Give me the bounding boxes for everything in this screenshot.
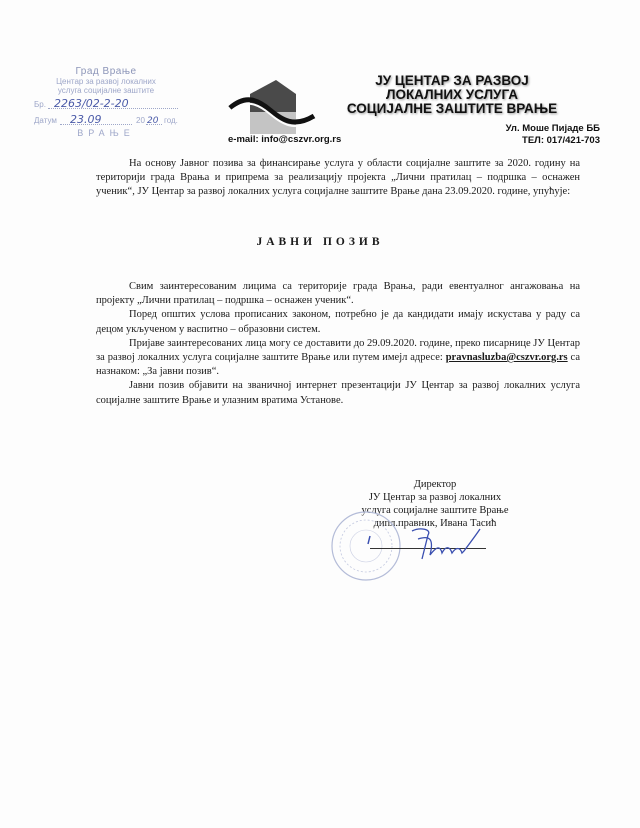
body-section: [96, 280, 580, 408]
letterhead-title-line2: ЛОКАЛНИХ УСЛУГА: [385, 87, 519, 102]
signature-org-line1: ЈУ Центар за развој локалних: [368, 492, 502, 503]
letterhead-address: Ул. Моше Пијаде ББ: [505, 123, 600, 134]
stamp-date-row: [26, 111, 186, 127]
stamp-date-value: 23.09: [70, 113, 102, 126]
registration-stamp: [26, 66, 186, 138]
stamp-city: Град Врање: [75, 66, 137, 77]
body-paragraph-3: [96, 337, 580, 380]
stamp-year-prefix: 20: [136, 116, 145, 125]
stamp-number-row: [26, 95, 186, 111]
letterhead-title-line1: ЈУ ЦЕНТАР ЗА РАЗВОЈ: [375, 73, 529, 88]
body-paragraph-2: Поред општих услова прописаних законом, потребно је да кандидати имају искустава у раду са децом укљученом у васпитно – образовни систем.: [96, 309, 580, 335]
body-paragraph-1: Свим заинтересованим лицима са територије града Врања, ради евентуалног ангажовања на пројекту „Лични пратилац – подршка – оснажен ученик“.: [96, 281, 580, 307]
intro-paragraph: [96, 157, 580, 200]
letterhead-title-line3: СОЦИЈАЛНЕ ЗАШТИТЕ ВРАЊЕ: [346, 101, 558, 116]
body-paragraph-4: Јавни позив објавити на званичној интернет презентацији ЈУ Центар за развој локалних услуга социјалне заштите Врање и улазним вратима Установе.: [96, 380, 580, 406]
application-email-link[interactable]: pravnasluzba@cszvr.org.rs: [445, 352, 568, 364]
official-seal-icon: [330, 510, 402, 582]
document-title: ЈАВНИ ПОЗИВ: [256, 236, 384, 248]
stamp-year-suffix: год.: [164, 116, 178, 125]
signature-org-line2: услуга социјалне заштите Врање: [361, 505, 509, 516]
organization-logo-icon: [228, 72, 318, 134]
body-paragraph-3-text: Пријаве заинтересованих лица могу се доставити до 29.09.2020. године, преко писарнице ЈУ Центар за развој локалних услуга социјалне заштите Врање или путем имејл адресе:: [96, 337, 580, 364]
stamp-number-value: 2263/02-2-20: [54, 97, 129, 110]
letterhead-phone: ТЕЛ: 017/421-703: [522, 135, 600, 146]
stamp-date-label: Датум: [34, 116, 57, 125]
stamp-org-line2: услуга социјалне заштите: [57, 86, 155, 95]
intro-text: На основу Јавног позива за финансирање услуга у области социјалне заштите за 2020. годину на територији града Врања и припрема за реализацију пројекта „Лични пратилац – подршка – оснажен ученик“, ЈУ Центар за развој локалних услуга социјалне заштите Врање дана 23.09.2020. године, упућује:: [96, 158, 580, 198]
stamp-place: ВРАЊЕ: [77, 128, 135, 138]
stamp-year-value: 20: [147, 116, 159, 126]
letterhead-contact: [400, 123, 600, 147]
stamp-org-line1: Центар за развој локалних: [56, 77, 156, 86]
letterhead-email: e-mail: info@cszvr.org.rs: [228, 134, 342, 145]
stamp-number-label: Бр.: [34, 100, 46, 109]
signature-role: Директор: [413, 479, 457, 490]
handwritten-signature-icon: [400, 525, 490, 565]
signature-name: дипл.правник, Ивана Тасић: [373, 518, 497, 529]
letterhead-title: [312, 74, 592, 116]
body-paragraph-3-suffix: са назнаком: „За јавни позив“.: [96, 352, 580, 378]
